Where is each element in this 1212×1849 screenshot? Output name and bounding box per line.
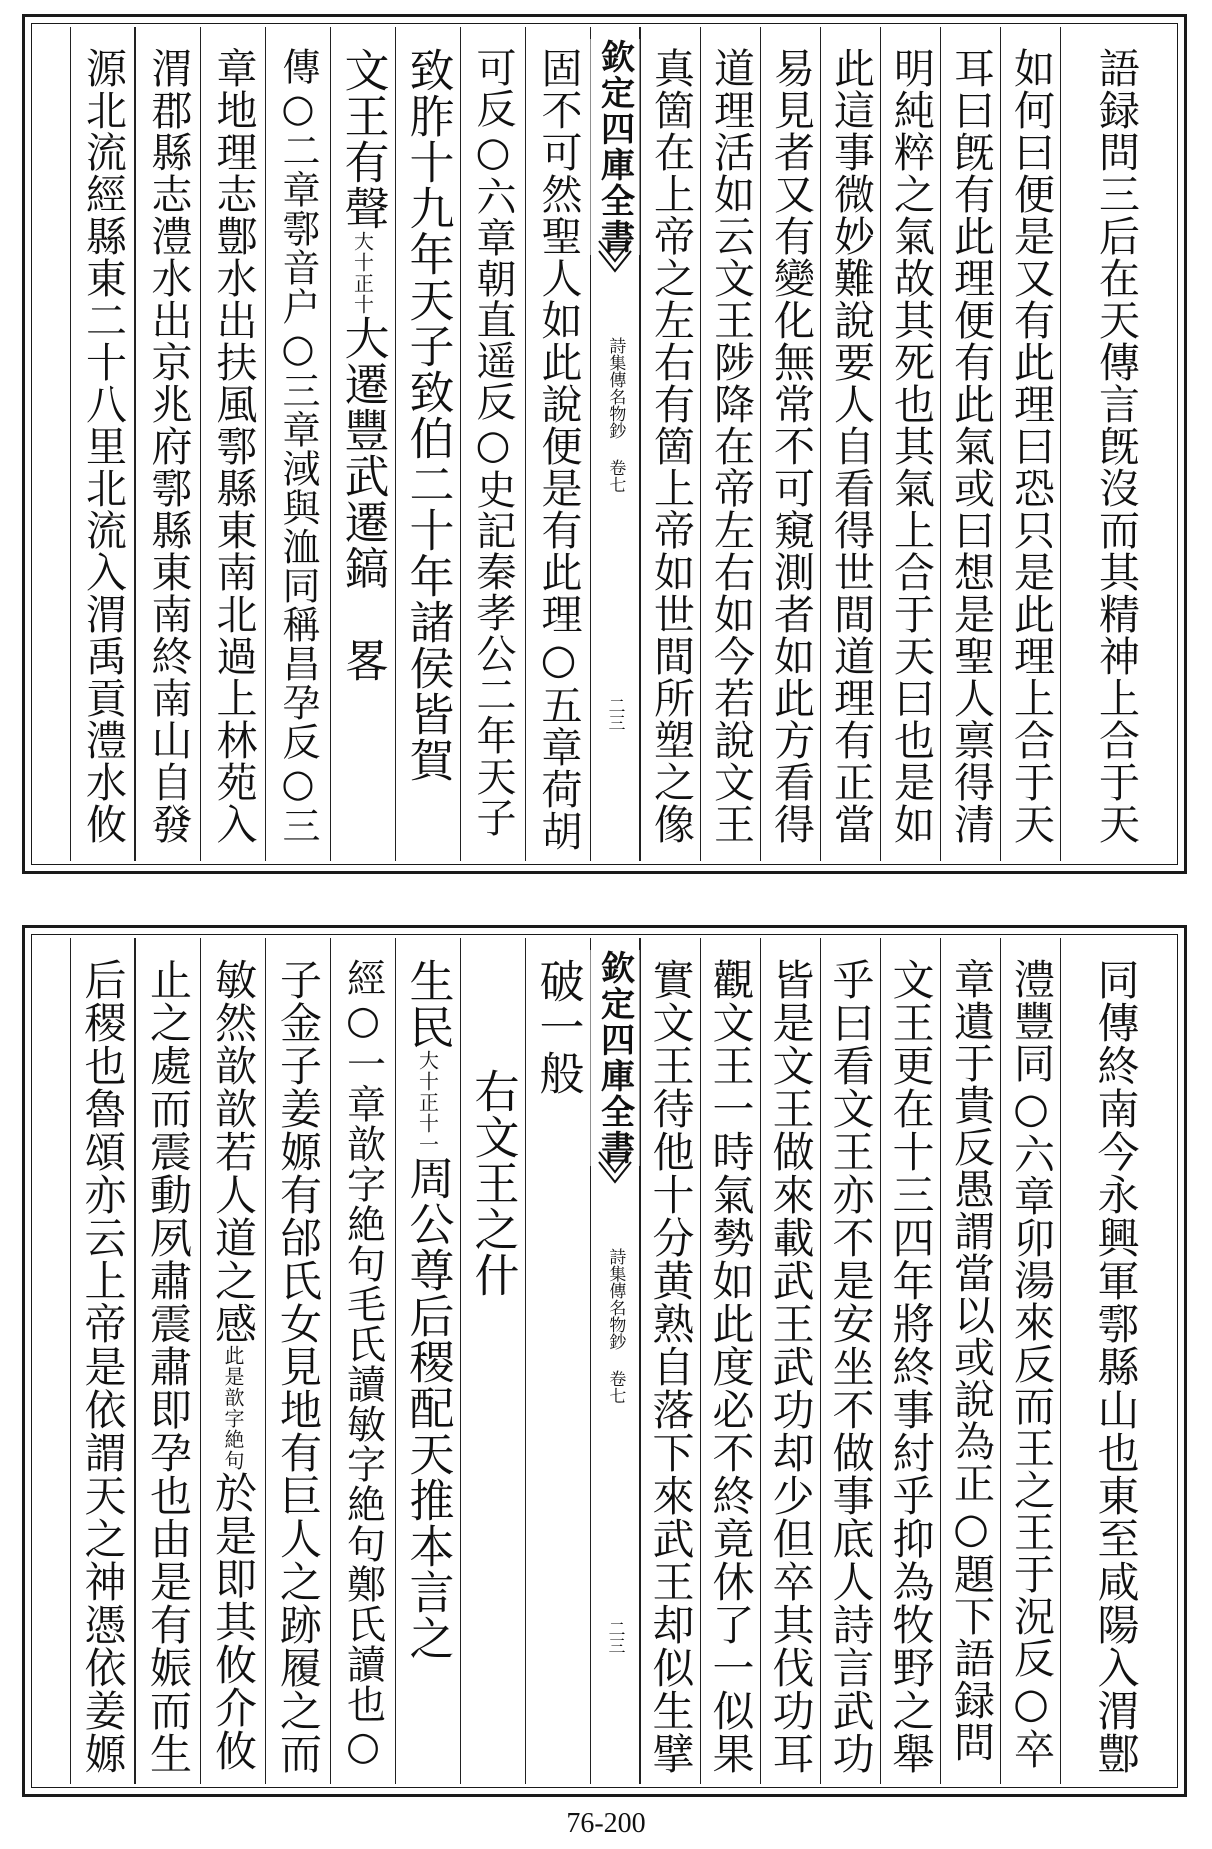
- header-book-info: [606, 1248, 625, 1404]
- column-text: 耳曰旣有此理便有此氣或曰想是聖人禀得清: [947, 47, 995, 845]
- inline-note: 大十正十一: [415, 1050, 440, 1155]
- text-column: [135, 938, 200, 1784]
- text-column: [460, 938, 525, 1784]
- column-text: 章地理志鄷水出扶風鄠縣東南北過上林苑入: [209, 47, 258, 845]
- text-column: [640, 938, 700, 1784]
- text-column: [820, 27, 880, 861]
- inline-note: 此是歆字絶句: [221, 1345, 245, 1471]
- bottom-page-columns: [35, 938, 1174, 1784]
- text-column: [880, 938, 940, 1784]
- top-page: [22, 14, 1187, 874]
- column-text: 止之處而震動夙肅震肅即孕也由是有娠而生: [144, 958, 193, 1775]
- header-title: 欽定四庫全書: [591, 39, 640, 255]
- center-header-column: [590, 938, 640, 1784]
- header-book: 詩集傳名物鈔: [605, 337, 626, 439]
- text-column: [1060, 27, 1170, 861]
- header-book: 詩集傳名物鈔: [605, 1248, 626, 1350]
- header-title: 欽定四庫全書: [591, 950, 640, 1166]
- column-text: 傳○二章鄠音户○三章淢與洫同稱昌孕反○三: [276, 47, 320, 845]
- text-column: [640, 27, 700, 861]
- column-text-cont: 於是即其攸介攸: [209, 1471, 258, 1772]
- column-text: 易見者又有變化無常不可窺測者如此方看得: [767, 47, 815, 845]
- column-text: 觀文王一時氣勢如此度必不終竟休了一似果: [706, 958, 756, 1775]
- text-column: [460, 27, 525, 861]
- top-page-columns: [35, 27, 1174, 861]
- column-text: 文王更在十三四年將終事紂乎抑為牧野之舉: [886, 958, 936, 1775]
- column-text: 此這事微妙難說要人自看得世間道理有正當: [827, 47, 875, 845]
- column-text-cont: 周公尊后稷配天推本言之: [401, 1155, 455, 1661]
- column-text: 致胙十九年天子致伯二十年諸侯皆賀: [401, 47, 455, 783]
- column-text-main: 敏然歆歆若人道之感: [209, 958, 258, 1345]
- text-column: [265, 938, 330, 1784]
- column-text: 章遺于貴反愚謂當以或說為正○題下語録問: [947, 958, 995, 1763]
- column-text: 同傳終南今永興軍鄠縣山也東至咸陽入渭鄷: [1091, 958, 1141, 1775]
- text-column: [760, 27, 820, 861]
- column-text: 皆是文王做來載武王武功却少但卒其伐功耳: [766, 958, 816, 1775]
- page-number: 76-200: [566, 1808, 646, 1839]
- fish-tail-icon: [597, 1148, 633, 1188]
- text-column: [70, 27, 135, 861]
- text-column: [1000, 27, 1060, 861]
- column-text: 源北流經縣東二十八里北流入渭禹貢澧水攸: [79, 47, 127, 845]
- text-column: [395, 938, 460, 1784]
- column-text: 如何曰便是又有此理曰恐只是此理上合于天: [1007, 47, 1055, 845]
- column-text: 子金子姜嫄有邰氏女見地有巨人之跡履之而: [274, 958, 323, 1775]
- bottom-page: [22, 925, 1187, 1797]
- text-column: [700, 27, 760, 861]
- column-text: 實文王待他十分黄熟自落下來武王却似生擘: [646, 958, 696, 1775]
- poem-title: 生民: [401, 958, 455, 1050]
- center-header-column: [590, 27, 640, 861]
- text-column: [135, 27, 200, 861]
- poem-title: 文王有聲: [336, 47, 390, 231]
- text-column: [940, 938, 1000, 1784]
- text-column: [820, 938, 880, 1784]
- header-volume: 卷七: [605, 459, 626, 493]
- column-text: 固不可然聖人如此說便是有此理○五章荷胡: [534, 47, 583, 852]
- column-text: 真箇在上帝之左右有箇上帝如世間所塑之像: [647, 47, 695, 845]
- text-column: [880, 27, 940, 861]
- column-text: [336, 47, 390, 683]
- column-text: 破一般: [531, 958, 585, 1096]
- inline-note: 大十正十: [350, 231, 375, 315]
- text-column: [70, 938, 135, 1784]
- column-text: 語録問三后在天傳言旣沒而其精神上合于天: [1092, 47, 1140, 845]
- column-text: 可反○六章朝直遥反○史記秦孝公二年天子: [470, 47, 516, 838]
- section-end-label: 右文王之什: [466, 1068, 520, 1298]
- header-book-info: [606, 337, 625, 493]
- text-column: [200, 27, 265, 861]
- column-text: [401, 958, 455, 1661]
- column-text: 乎曰看文王亦不是安坐不做事底人詩言武功: [826, 958, 876, 1775]
- text-column: [940, 27, 1000, 861]
- text-column: [525, 938, 590, 1784]
- column-text: 道理活如云文王陟降在帝左右如今若說文王: [707, 47, 755, 845]
- text-column: [330, 938, 395, 1784]
- column-text: [209, 958, 258, 1772]
- text-column: [1000, 938, 1060, 1784]
- text-column: [760, 938, 820, 1784]
- text-column: [200, 938, 265, 1784]
- fish-tail-icon: [597, 237, 633, 277]
- header-leaf-number: 二三: [604, 1620, 625, 1654]
- text-column: [700, 938, 760, 1784]
- column-text: 澧豐同○六章卯湯來反而王之王于況反○卒: [1007, 958, 1055, 1770]
- text-column: [330, 27, 395, 861]
- column-text-cont: 大遷豐武遷鎬 畧: [336, 315, 390, 683]
- column-text: 后稷也魯頌亦云上帝是依謂天之神憑依姜嫄: [78, 958, 128, 1775]
- text-column: [525, 27, 590, 861]
- column-text: 渭郡縣志澧水出京兆府鄠縣東南終南山自發: [144, 47, 193, 845]
- header-volume: 卷七: [605, 1370, 626, 1404]
- header-leaf-number: 二三: [604, 697, 625, 731]
- text-column: [265, 27, 330, 861]
- text-column: [1060, 938, 1170, 1784]
- column-text: 經○一章歆字絶句毛氏讀敏字絶句鄭氏讀也○: [340, 958, 386, 1770]
- column-text: 明純粹之氣故其死也其氣上合于天曰也是如: [887, 47, 935, 845]
- text-column: [395, 27, 460, 861]
